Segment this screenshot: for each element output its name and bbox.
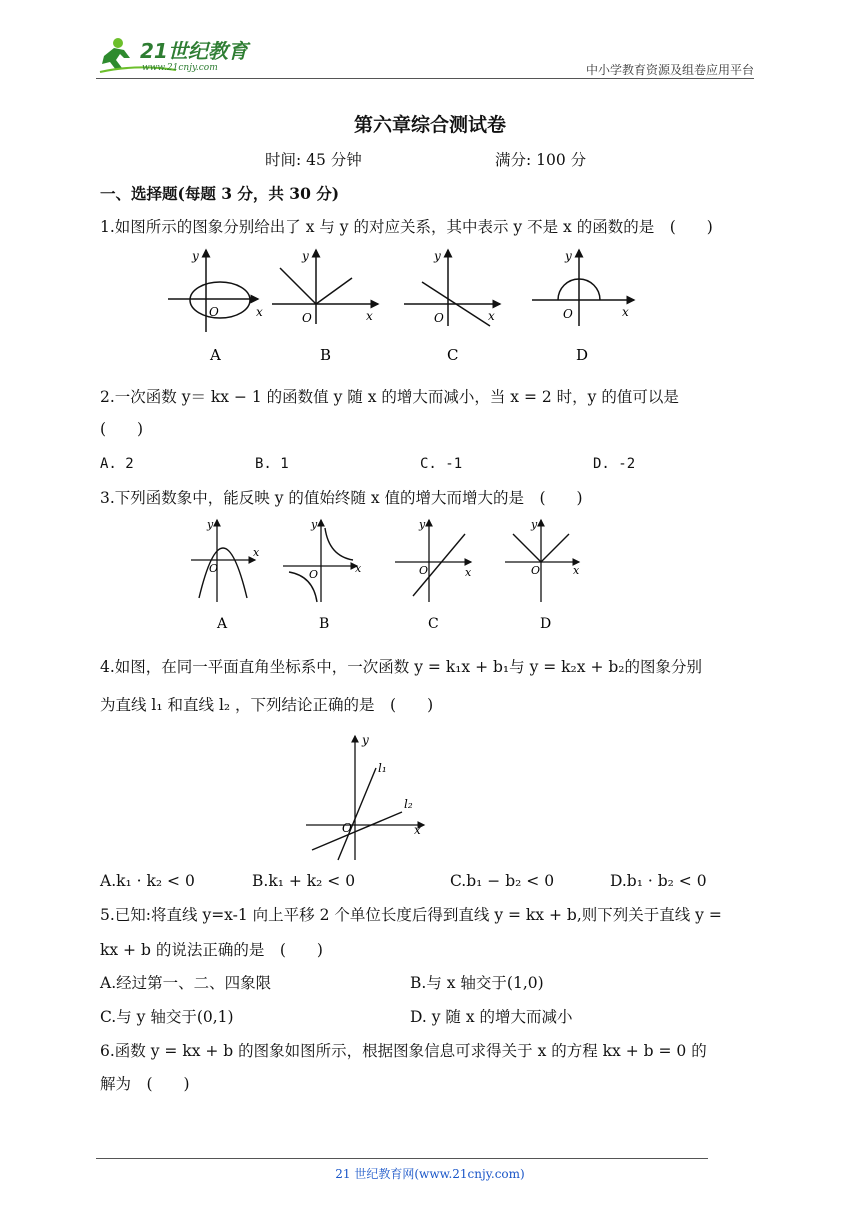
svg-text:C: C <box>447 346 459 364</box>
q3-figures <box>185 514 585 634</box>
svg-text:B: B <box>319 616 330 632</box>
q3-graph-d <box>505 518 580 632</box>
svg-text:A: A <box>210 346 221 364</box>
svg-text:x: x <box>366 309 373 323</box>
question-4: 4.如图，在同一平面直角坐标系中，一次函数 y = k₁x + b₁与 y = k₂x + b₂的图象分别 <box>100 658 702 676</box>
svg-text:D: D <box>576 346 589 364</box>
question-5-cont: kx + b 的说法正确的是 ( ) <box>100 941 323 959</box>
svg-text:x: x <box>573 564 580 577</box>
svg-text:C: C <box>428 616 439 632</box>
svg-text:y: y <box>565 249 572 263</box>
svg-text:B: B <box>320 346 332 364</box>
svg-text:O: O <box>302 311 312 325</box>
q1-graph-b <box>272 249 378 364</box>
svg-text:21世纪教育: 21世纪教育 <box>140 39 248 63</box>
footer-rule <box>96 1158 708 1159</box>
question-1: 1.如图所示的图象分别给出了 x 与 y 的对应关系，其中表示 y 不是 x 的函数的是 ( ) <box>100 218 713 236</box>
question-2-paren: ( ) <box>100 420 144 438</box>
svg-text:y: y <box>192 249 199 263</box>
question-6-cont: 解为 ( ) <box>100 1075 190 1093</box>
svg-text:y: y <box>531 518 538 531</box>
q4-option-a: A.k₁ · k₂ < 0 <box>100 872 195 890</box>
q1-figures <box>160 242 640 368</box>
svg-text:y: y <box>302 249 309 263</box>
question-4-cont: 为直线 l₁ 和直线 l₂ ，下列结论正确的是 ( ) <box>100 696 434 714</box>
svg-text:l₂: l₂ <box>404 797 413 811</box>
svg-text:x: x <box>355 562 362 575</box>
svg-text:x: x <box>465 566 472 579</box>
svg-text:A: A <box>217 616 228 632</box>
svg-text:x: x <box>488 309 495 323</box>
svg-text:y: y <box>434 249 441 263</box>
q3-graph-c <box>395 518 472 632</box>
svg-text:O: O <box>419 564 429 577</box>
q2-option-c: C. -1 <box>420 456 463 472</box>
q5-option-c: C.与 y 轴交于(0,1) <box>100 1008 234 1026</box>
svg-text:y: y <box>207 518 214 531</box>
question-2: 2.一次函数 y＝ kx − 1 的函数值 y 随 x 的增大而减小，当 x = 2 时，y 的值可以是 <box>100 388 679 406</box>
footer-link[interactable]: 21 世纪教育网(www.21cnjy.com) <box>335 1167 525 1181</box>
svg-text:x: x <box>622 305 629 319</box>
svg-text:www.21cnjy.com: www.21cnjy.com <box>142 63 218 73</box>
q2-option-d: D. -2 <box>593 456 636 472</box>
q3-graph-b <box>283 518 362 632</box>
page-title: 第六章综合测试卷 <box>353 114 506 136</box>
exam-score: 满分: 100 分 <box>495 151 587 169</box>
q5-option-a: A.经过第一、二、四象限 <box>100 974 272 992</box>
question-3: 3.下列函数象中，能反映 y 的值始终随 x 值的增大而增大的是 ( ) <box>100 489 583 507</box>
svg-text:y: y <box>419 518 426 531</box>
q1-graph-c <box>404 249 500 364</box>
q5-option-b: B.与 x 轴交于(1,0) <box>410 974 544 992</box>
platform-label: 中小学教育资源及组卷应用平台 <box>585 63 754 77</box>
q1-graph-a <box>168 249 263 364</box>
q4-figure <box>300 730 440 865</box>
q3-graph-a <box>191 518 260 632</box>
header-rule <box>96 78 754 79</box>
svg-text:O: O <box>563 307 573 321</box>
svg-text:l₁: l₁ <box>378 761 387 775</box>
svg-text:D: D <box>540 616 552 632</box>
q4-option-b: B.k₁ + k₂ < 0 <box>252 872 356 890</box>
svg-text:x: x <box>414 823 421 837</box>
svg-text:O: O <box>209 562 219 575</box>
q2-option-b: B. 1 <box>255 456 289 472</box>
svg-text:x: x <box>253 546 260 559</box>
exam-time: 时间: 45 分钟 <box>265 151 362 169</box>
svg-text:y: y <box>362 733 369 747</box>
svg-text:O: O <box>209 305 219 319</box>
question-6: 6.函数 y = kx + b 的图象如图所示，根据图象信息可求得关于 x 的方程 kx + b = 0 的 <box>100 1042 707 1060</box>
question-5: 5.已知:将直线 y=x-1 向上平移 2 个单位长度后得到直线 y = kx + b,则下列关于直线 y = <box>100 906 722 924</box>
q5-option-d: D. y 随 x 的增大而减小 <box>410 1008 573 1026</box>
svg-text:O: O <box>309 568 319 581</box>
runner-logo-icon <box>96 34 266 76</box>
svg-text:x: x <box>256 305 263 319</box>
q4-option-d: D.b₁ · b₂ < 0 <box>610 872 707 890</box>
svg-text:O: O <box>342 821 352 835</box>
svg-text:O: O <box>434 311 444 325</box>
svg-text:O: O <box>531 564 541 577</box>
header-logo <box>96 34 266 76</box>
q4-option-c: C.b₁ − b₂ < 0 <box>450 872 555 890</box>
q1-graph-d <box>532 249 634 364</box>
q2-option-a: A. 2 <box>100 456 134 472</box>
section-heading: 一、选择题(每题 3 分，共 30 分) <box>100 184 340 203</box>
svg-text:y: y <box>311 518 318 531</box>
